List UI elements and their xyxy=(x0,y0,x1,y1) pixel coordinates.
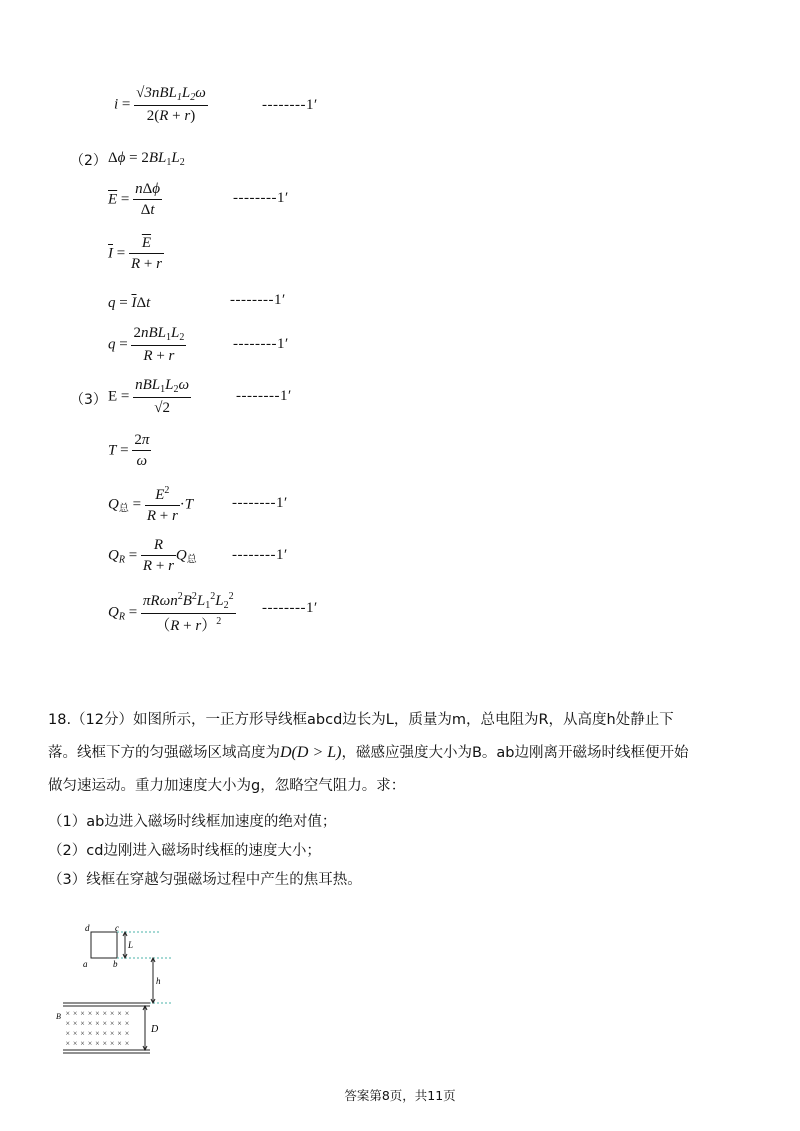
page-footer: 答案第8页，共11页 xyxy=(344,1088,456,1103)
svg-text:× × × × × × × × ×: × × × × × × × × × xyxy=(65,1029,130,1038)
label-B: B xyxy=(56,1012,61,1021)
label-d: d xyxy=(85,923,90,933)
score-mark: --------1′ xyxy=(233,336,289,352)
equation-current: i = $\frac{√3nBL_1L_2\omega}{2(R + r)}$ xyxy=(114,85,206,124)
equation-charge-1: $q = \overline{I}\Delta t$ xyxy=(108,295,151,311)
sub-questions xyxy=(48,808,763,895)
score-mark: --------1′ xyxy=(236,388,292,404)
question-1: （1）ab边进入磁场时线框加速度的绝对值； xyxy=(48,814,337,830)
equation-average-current: $\overline{I}$ = $\frac{\overline{E}}{R + r}$ xyxy=(108,235,162,272)
svg-text:× × × × × × × × ×: × × × × × × × × × xyxy=(65,1019,130,1028)
problem-18-text xyxy=(48,704,763,803)
problem-line-2a: 落。线框下方的匀强磁场区域高度为 xyxy=(48,745,280,761)
svg-text:× × × × × × × × ×: × × × × × × × × × xyxy=(65,1039,130,1048)
equation-charge-2: q = $\frac{2nBL_1L_2}{R + r}$ xyxy=(108,325,185,364)
equation-total-heat: $Q_总$ = $\frac{E^2}{R + r}$ ·T xyxy=(108,485,194,524)
score-mark: --------1′ xyxy=(230,292,286,308)
physics-diagram xyxy=(55,920,185,1060)
equation-emf-effective: E = $\frac{nBL_1L_2\omega}{√2}$ xyxy=(108,377,190,416)
svg-text:× × × × × × × × ×: × × × × × × × × × xyxy=(65,1009,130,1018)
label-L: L xyxy=(128,940,134,950)
score-mark: --------1′ xyxy=(233,190,289,206)
square-wire-frame xyxy=(91,932,117,958)
score-mark: --------1′ xyxy=(232,495,288,511)
question-2: （2）cd边刚进入磁场时线框的速度大小； xyxy=(48,843,321,859)
equation-period: T = $\frac{2\pi}{\omega}$ xyxy=(108,432,150,469)
score-mark: --------1′ xyxy=(232,547,288,563)
label-a: a xyxy=(83,959,88,969)
equation-resistor-heat-2: $Q_R$ = $\frac{\pi R\omega n^2B^2L_1^2L_2^2}{(R + r)^2}$ xyxy=(108,591,234,634)
score-mark: --------1′ xyxy=(262,97,318,113)
problem-line-1: 18.（12分）如图所示，一正方形导线框abcd边长为L，质量为m，总电阻为R，从高度h处静止下 xyxy=(48,712,674,728)
label-c: c xyxy=(115,923,119,933)
label-b: b xyxy=(113,959,118,969)
problem-line-2 xyxy=(48,737,763,770)
magnetic-field-crosses xyxy=(65,1009,130,1048)
inequality-math: D(D > L) xyxy=(280,744,342,761)
label-D: D xyxy=(151,1024,159,1035)
equation-average-emf: $\overline{E}$ = $\frac{\text{nΔϕ}}{\Delta t}$ xyxy=(108,181,161,218)
part-2-marker: （2） xyxy=(70,153,107,169)
question-3: （3）线框在穿越匀强磁场过程中产生的焦耳热。 xyxy=(48,872,362,888)
score-mark: --------1′ xyxy=(262,600,318,616)
equation-resistor-heat-1: $Q_R$ = $\frac{R}{R + r}$ $Q_总$ xyxy=(108,537,197,574)
problem-line-2b: ，磁感应强度大小为B。ab边刚离开磁场时线框便开始 xyxy=(341,745,689,761)
equation-delta-phi: $\Delta\phi = 2BL_1L_2$ xyxy=(108,150,185,168)
label-h: h xyxy=(156,976,161,986)
part-3-marker: （3） xyxy=(70,392,107,408)
problem-line-3: 做匀速运动。重力加速度大小为g，忽略空气阻力。求： xyxy=(48,778,406,794)
